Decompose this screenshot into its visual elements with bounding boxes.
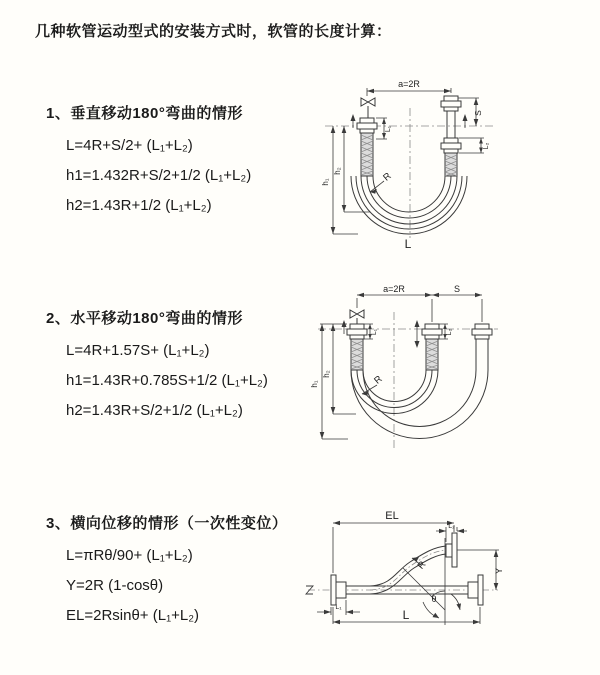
dimension-lines: [320, 295, 482, 439]
dim-label-h2: h₂: [322, 370, 331, 378]
dim-label-l1: L₁: [335, 604, 342, 611]
dimension-arrows: [324, 521, 498, 625]
right-hose-leg: [441, 96, 461, 176]
dim-label-l1: L₁: [371, 328, 378, 336]
formula-h2: h2=1.43R+1/2 (L₁+L₂): [66, 197, 212, 214]
dim-label-h1: h₁: [310, 380, 319, 388]
formula-h2: h2=1.43R+S/2+1/2 (L₁+L₂): [66, 402, 243, 419]
dim-label-h2: h₂: [333, 167, 342, 175]
angle-label: θ: [431, 594, 437, 604]
dim-label-l2: L₂: [446, 328, 453, 336]
formula-y: Y=2R (1-cosθ): [66, 577, 164, 594]
formula-length: L=4R+1.57S+ (L₁+L₂): [66, 342, 210, 359]
formula-el: EL=2Rsinθ+ (L₁+L₂): [66, 607, 200, 624]
formula-h1: h1=1.43R+0.785S+1/2 (L₁+L₂): [66, 372, 268, 389]
dim-label-a2r: a=2R: [398, 79, 420, 89]
hose-bend-arcs: [351, 176, 467, 234]
page-title: 几种软管运动型式的安装方式时，软管的长度计算：: [35, 23, 392, 40]
valve-icon: [361, 98, 375, 118]
left-hose-leg: [357, 118, 377, 176]
upper-flange: [446, 533, 457, 567]
dim-label-s: S: [453, 284, 461, 294]
dim-label-l: L: [402, 608, 410, 622]
diagram-vertical-180-bend: [300, 76, 590, 256]
dim-label-l1: L₁: [385, 125, 392, 133]
section-3-heading: 3、横向位移的情形（一次性变位）: [46, 515, 288, 532]
displaced-hose-curve: [370, 546, 446, 594]
section-lateral-displacement: [46, 512, 287, 631]
dim-label-el: EL: [385, 510, 399, 522]
centerlines: [318, 312, 498, 450]
section-1-heading: 1、垂直移动180°弯曲的情形: [46, 105, 243, 122]
section-1-formulas: [66, 131, 251, 221]
length-label: L: [404, 237, 412, 251]
dim-label-s: S: [473, 110, 483, 116]
formula-length: L=πRθ/90+ (L₁+L₂): [66, 547, 193, 564]
diagram-horizontal-180-bend: [300, 282, 600, 457]
hose-bend-arcs: [351, 370, 488, 438]
dim-label-a2r: a=2R: [383, 284, 405, 294]
dim-label-y: Y: [494, 567, 505, 575]
fixed-hose-leg: [347, 324, 367, 370]
formula-length: L=4R+S/2+ (L₁+L₂): [66, 137, 193, 154]
section-vertical-movement: [46, 102, 251, 221]
section-horizontal-movement: [46, 307, 268, 426]
left-flange: [331, 575, 346, 605]
diagram-lateral-displacement: [300, 505, 600, 640]
valve-icon: [350, 310, 364, 324]
dim-label-l2: L₂: [448, 523, 455, 530]
displaced-hose-leg: [472, 324, 492, 370]
radius-label: R: [415, 559, 429, 572]
section-2-formulas: [66, 336, 268, 426]
dimension-arrows: [320, 293, 482, 439]
formula-h1: h1=1.432R+S/2+1/2 (L₁+L₂): [66, 167, 252, 184]
radius-label: R: [372, 373, 385, 387]
right-flange: [468, 575, 483, 605]
dim-label-l2: L₂: [483, 142, 490, 150]
radius-label: R: [381, 170, 394, 184]
middle-hose-leg: [422, 324, 442, 370]
section-2-heading: 2、水平移动180°弯曲的情形: [46, 310, 243, 327]
section-3-formulas: [66, 541, 287, 631]
centerlines: [325, 108, 495, 238]
dim-label-h1: h₁: [321, 178, 330, 186]
